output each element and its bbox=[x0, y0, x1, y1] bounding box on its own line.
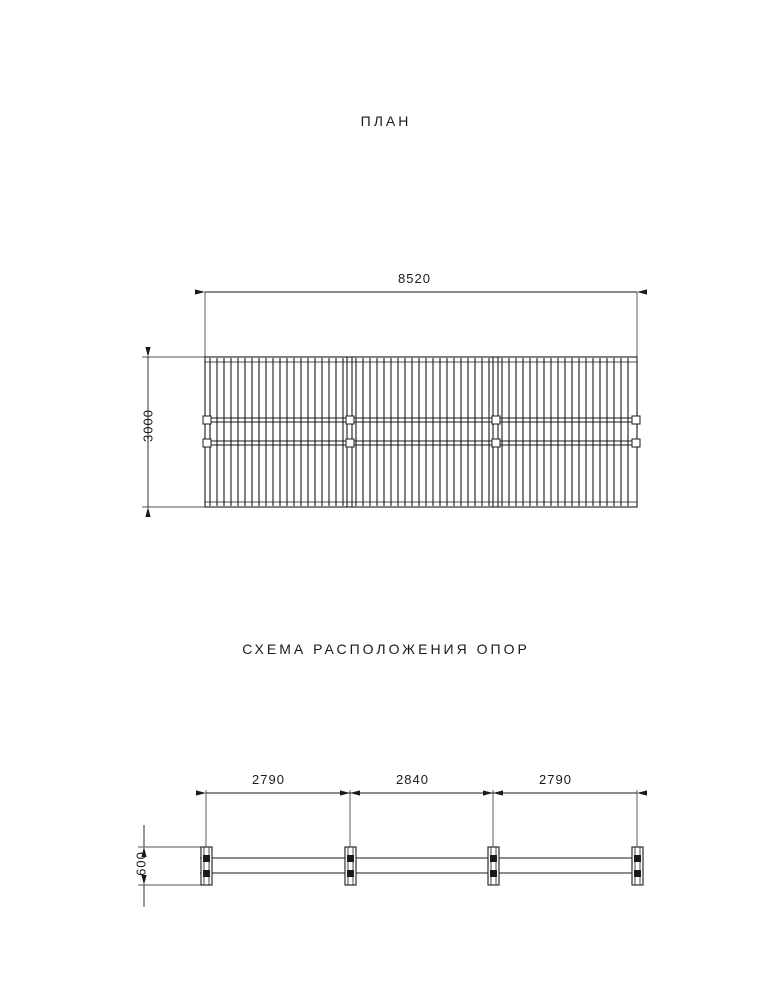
supports-view-group bbox=[138, 790, 643, 907]
dim-label-overall-width: 3000 bbox=[140, 409, 156, 442]
page-title-plan: ПЛАН bbox=[360, 113, 412, 129]
support-column-4 bbox=[632, 847, 643, 885]
dim-label-overall-length: 8520 bbox=[398, 271, 431, 286]
dim-label-span-3: 2790 bbox=[539, 772, 572, 787]
extension-lines-width bbox=[142, 357, 207, 507]
page-title-supports: СХЕМА РАСПОЛОЖЕНИЯ ОПОР bbox=[242, 641, 530, 657]
plan-support-markers bbox=[203, 416, 640, 447]
plan-joist-group bbox=[210, 358, 628, 506]
extension-lines-supports bbox=[206, 790, 637, 860]
support-column-3 bbox=[488, 847, 499, 885]
dim-label-edge-offset: 600 bbox=[133, 851, 149, 876]
plan-view-group bbox=[142, 292, 640, 507]
support-column-2 bbox=[345, 847, 356, 885]
dim-label-span-2: 2840 bbox=[396, 772, 429, 787]
extension-lines-edge-offset bbox=[138, 847, 205, 885]
extension-lines-length bbox=[205, 292, 637, 360]
support-column-1 bbox=[201, 847, 212, 885]
dim-label-span-1: 2790 bbox=[252, 772, 285, 787]
supports-main-beam bbox=[200, 858, 643, 873]
